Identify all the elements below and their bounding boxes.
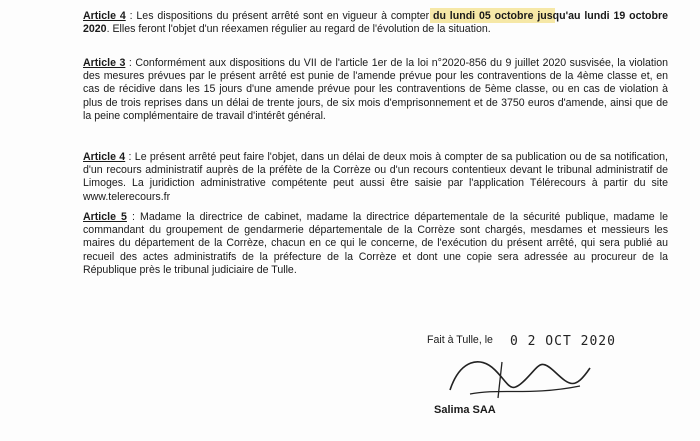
date-stamp: 0 2 OCT 2020: [510, 334, 616, 349]
article-4-appeal: [83, 151, 668, 204]
paragraph-text: : Conformément aux dispositions du VII de l'article 1er de la loi n°2020-856 du 9 juillet 2020 susvisée, la violation des mesures prévues par le présent arrêté est punie de l'amende prévue pour les contraventions de la 4ème classe et, en cas de récidive dans les 15 jours d'une amende prévue pour les contraventions de 5ème classe, ou en cas de violation à plus de trois reprises dans un délai de trente jours, de six mois d'emprisonnement et de 3750 euros d'amende, ainsi que de la peine complémentaire de travail d'intérêt général.: [83, 57, 668, 122]
date-start: du lundi 05 octobre: [433, 10, 534, 22]
article-label: Article 3: [83, 57, 126, 69]
article-label: Article 4: [83, 151, 126, 163]
paragraph-text: . Elles feront l'objet d'un réexamen régulier au regard de l'évolution de la situation.: [106, 23, 491, 36]
handwritten-signature: [440, 350, 600, 405]
signature-place: Fait à Tulle, le: [427, 334, 493, 346]
article-label: Article 4: [83, 10, 126, 22]
paragraph-text: : Madame la directrice de cabinet, madame la directrice départementale de la sécurité publique, madame le commandant du groupement de gendarmerie départementale de la Corrèze sont chargés, mesdames et messieurs les maires du département de la Corrèze, chacun en ce qui le concerne, de l'exécution du présent arrêté, qui sera publié au recueil des actes administratifs de la préfecture de la Corrèze et dont une copie sera adressée au procureur de la République près le tribunal judiciaire de Tulle.: [83, 211, 668, 276]
signatory-name: Salima SAA: [434, 404, 496, 416]
article-4-validity: [83, 10, 668, 36]
article-3-penalties: [83, 57, 668, 123]
article-5-execution: [83, 211, 668, 277]
paragraph-text: : Les dispositions du présent arrêté sont en vigueur à compter: [125, 10, 433, 22]
article-label: Article 5: [83, 211, 127, 223]
paragraph-text: : Le présent arrêté peut faire l'objet, dans un délai de deux mois à compter de sa publication ou de sa notification, d'un recours administratif auprès de la préfète de la Corrèze ou d'un recours contentieux devant le tribunal administratif de Limoges. La juridiction administrative compétente peut aussi être saisie par l'application Télérecours à partir du site www.telerecours.fr: [83, 151, 668, 203]
date-end: jusqu'au lundi 19 octobre 2020: [83, 10, 668, 36]
